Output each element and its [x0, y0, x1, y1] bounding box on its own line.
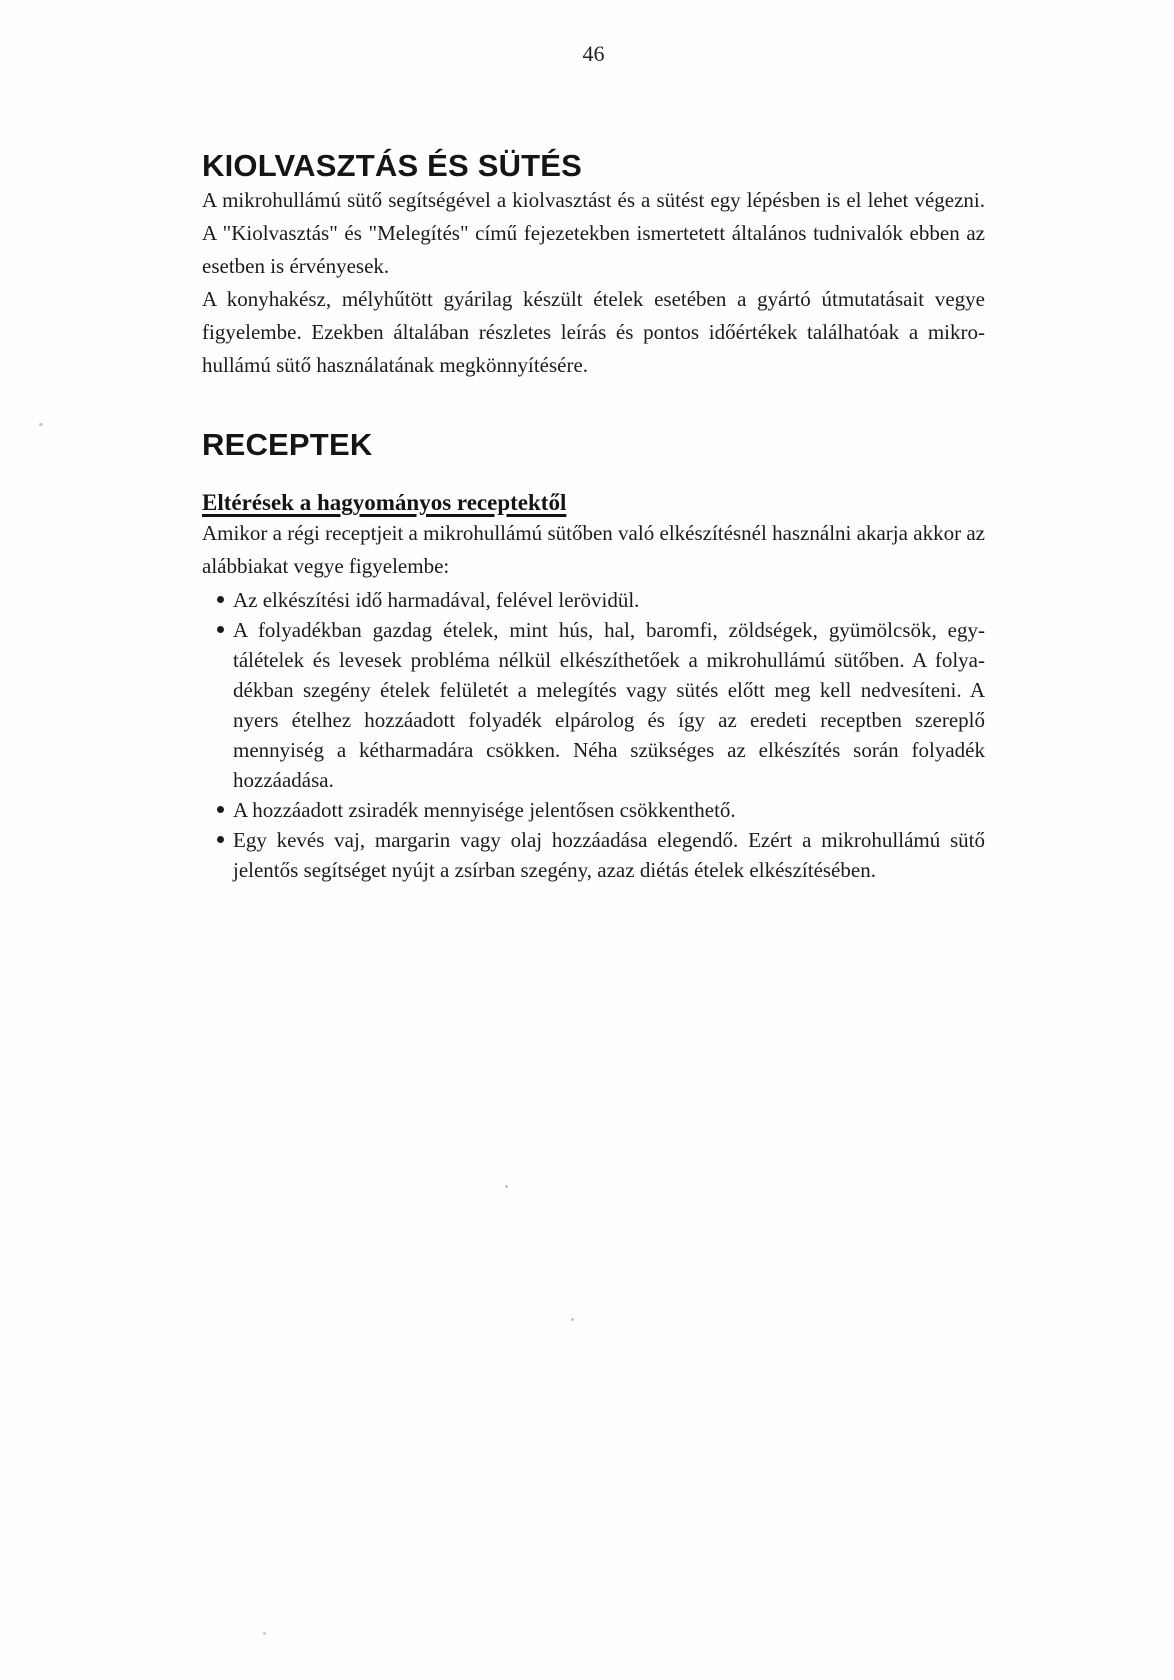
bullet-icon — [217, 836, 224, 843]
scan-artifact-dot — [263, 1632, 266, 1635]
paragraph-defrost-bake-1: A mikrohullámú sütő segítségével a kiolvasztást és a sütést egy lépésben is el lehet végezni. A "Kiolvasztás" és "Melegítés" című fejezetekben ismertetett általános tudnivalók ebben az esetben is érvényesek. — [202, 188, 985, 278]
list-item — [202, 825, 985, 885]
list-item — [202, 615, 985, 795]
list-item-text: Az elkészítési idő harmadával, felével lerövidül. — [233, 588, 640, 612]
page-number: 46 — [582, 41, 605, 66]
bullet-icon — [217, 596, 224, 603]
paragraph-recipes-intro: Amikor a régi receptjeit a mikrohullámú sütőben való elkészítésnél használni akarja akkor az alábbiakat vegye figyelembe: — [202, 521, 985, 578]
list-item — [202, 585, 985, 615]
scan-artifact-dot — [39, 423, 43, 426]
scan-artifact-dot — [571, 1318, 574, 1321]
section-title-kiolvasztas-es-sutes: KIOLVASZTÁS ÉS SÜTÉS — [202, 148, 583, 183]
text-column — [0, 40, 1174, 885]
list-item-text: A hozzáadott zsiradék mennyisége jelentősen csökkenthető. — [233, 798, 736, 822]
list-item — [202, 795, 985, 825]
list-item-text: A folyadékban gazdag ételek, mint hús, hal, baromfi, zöldségek, gyümölcsök, egytálételek és levesek probléma nélkül elkészíthetőek a mikrohullámú sütőben. A folyadékban szegény ételek felületét a melegítés vagy sütés előtt meg kell nedvesíteni. A nyers ételhez hozzáadott folyadék elpárolog és így az eredeti receptben szereplő mennyiség a kétharmadára csökken. Néha szükséges az elkészítés során folyadék hozzáadása. — [233, 618, 985, 792]
bullet-list — [202, 585, 985, 885]
paragraph-defrost-bake-2: A konyhakész, mélyhűtött gyárilag készült ételek esetében a gyártó útmutatásait vegye figyelembe. Ezekben általában részletes leírás és pontos időértékek találhatóak a mikrohullámú sütő használatának megkönnyítésére. — [202, 287, 985, 377]
section-title-receptek: RECEPTEK — [202, 427, 373, 462]
subsection-title-elteresek: Eltérések a hagyományos receptektől — [202, 490, 567, 515]
list-item-text: Egy kevés vaj, margarin vagy olaj hozzáadása elegendő. Ezért a mikrohullámú sütő jelentős segítséget nyújt a zsírban szegény, azaz diétás ételek elkészítésében. — [233, 828, 985, 882]
bullet-icon — [217, 626, 224, 633]
scan-artifact-dot — [505, 1185, 508, 1188]
bullet-icon — [217, 806, 224, 813]
